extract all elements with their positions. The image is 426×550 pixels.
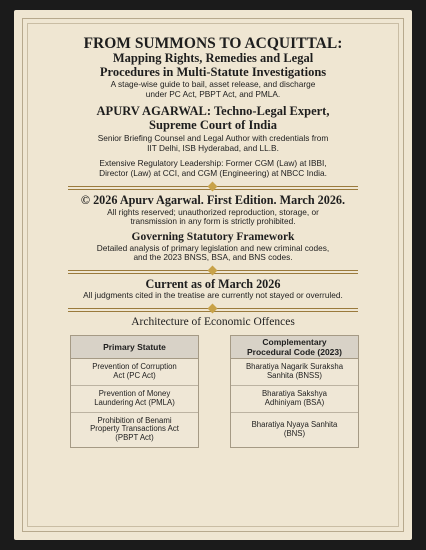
tagline-line-1: A stage-wise guide to bail, asset release, and discharge xyxy=(110,79,316,89)
ornament-divider xyxy=(68,304,358,314)
rights-line-1: All rights reserved; unauthorized reproduction, storage, or xyxy=(107,206,319,217)
table-cell: Bharatiya Sakshya Adhiniyam (BSA) xyxy=(231,386,358,413)
architecture-heading: Architecture of Economic Offences xyxy=(131,315,295,328)
author-name-line-2: Supreme Court of India xyxy=(149,117,277,132)
framework-text-line-2: and the 2023 BNSS, BSA, and BNS codes. xyxy=(133,252,293,263)
copyright-heading: © 2026 Apurv Agarwal. First Edition. March 2026. xyxy=(80,192,346,207)
framework-heading: Governing Statutory Framework xyxy=(131,230,295,243)
author-bio-line-1: Senior Briefing Counsel and Legal Author with credentials from xyxy=(97,133,329,144)
ornament-divider xyxy=(68,266,358,276)
table-cell: Prevention of Corruption Act (PC Act) xyxy=(71,359,198,386)
tagline-line-2: under PC Act, PBPT Act, and PMLA. xyxy=(145,88,281,99)
leadership-line-2: Director (Law) at CCI, and CGM (Engineering) at NBCC India. xyxy=(99,167,327,178)
procedural-code-table xyxy=(230,335,359,448)
author-bio-line-2: IIT Delhi, ISB Hyderabad, and LL.B. xyxy=(147,142,279,153)
currency-text: All judgments cited in the treatise are currently not stayed or overruled. xyxy=(83,289,343,300)
table-cell: Bharatiya Nyaya Sanhita (BNS) xyxy=(251,419,338,438)
ornament-divider xyxy=(68,182,358,192)
table-cell: Prevention of Money Laundering Act (PMLA) xyxy=(71,386,198,413)
primary-statute-table xyxy=(70,335,199,448)
subtitle-line-2: Procedures in Multi-Statute Investigations xyxy=(99,64,327,79)
rights-line-2: transmission in any form is strictly prohibited. xyxy=(130,216,296,227)
page-content xyxy=(34,36,392,465)
framework-text-line-1: Detailed analysis of primary legislation and new criminal codes, xyxy=(96,242,330,253)
document-page xyxy=(14,10,412,540)
table-cell: Bharatiya Nagarik Suraksha Sanhita (BNSS) xyxy=(231,359,358,386)
currency-heading: Current as of March 2026 xyxy=(145,276,281,291)
procedural-code-header: Complementary Procedural Code (2023) xyxy=(231,336,358,359)
statute-tables xyxy=(34,335,392,465)
book-title: FROM SUMMONS TO ACQUITTAL: xyxy=(83,35,343,52)
primary-statute-header: Primary Statute xyxy=(71,336,198,359)
table-cell: Prohibition of Benami Property Transactions Act (PBPT Act) xyxy=(90,415,179,442)
subtitle-line-1: Mapping Rights, Remedies and Legal xyxy=(112,51,314,65)
author-name-line-1: APURV AGARWAL: Techno-Legal Expert, xyxy=(96,104,330,119)
leadership-line-1: Extensive Regulatory Leadership: Former CGM (Law) at IBBI, xyxy=(99,158,327,169)
